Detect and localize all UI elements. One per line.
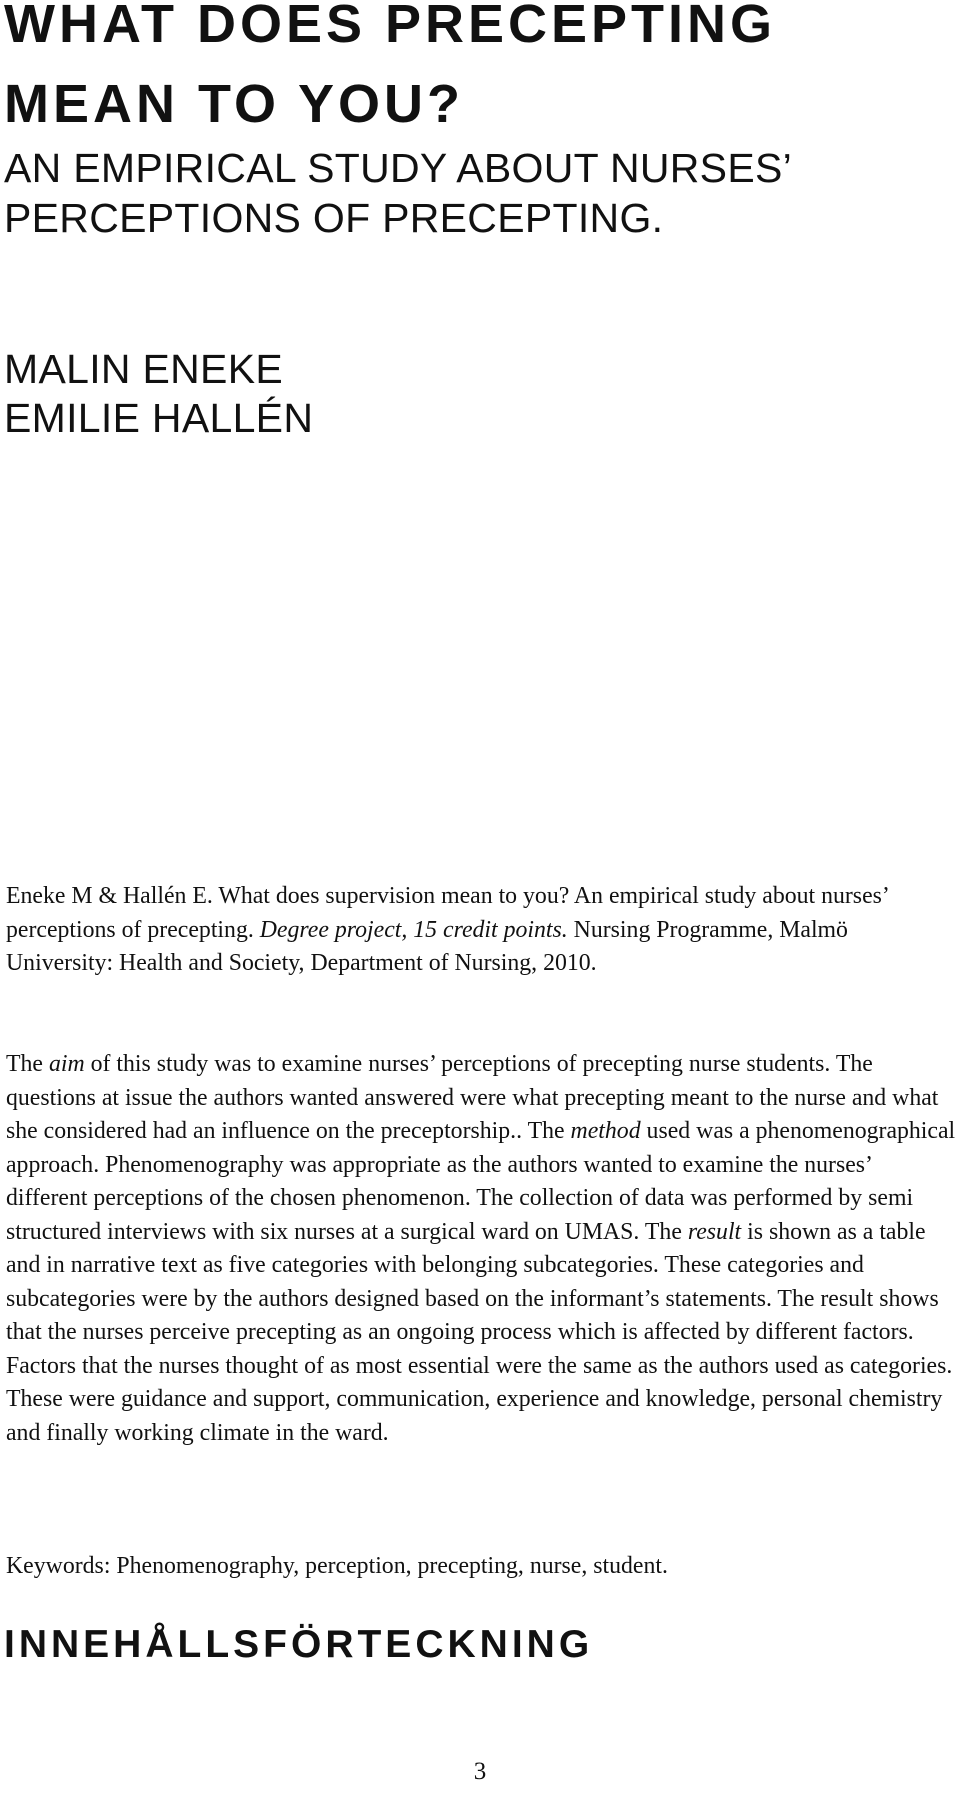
keywords: Keywords: Phenomenography, perception, precepting, nurse, student. xyxy=(6,1553,668,1579)
citation-italic: Degree project, 15 credit points. xyxy=(259,916,568,943)
page-number: 3 xyxy=(473,1758,487,1785)
subtitle-line-1: AN EMPIRICAL STUDY ABOUT NURSES’ xyxy=(4,145,793,191)
toc-heading: INNEHÅLLSFÖRTECKNING xyxy=(4,1623,594,1666)
abstract-result-term: result xyxy=(687,1218,742,1245)
abstract-part-4: is shown as a table and in narrative text as five categories with belonging subcategories. These categories and subcategories were by the authors designed based on the informant’s statements. The result shows that the nurses perceive precepting as an ongoing process which is affected by different factors. Factors that the nurses thought of as most essential were the same as the authors used as categories. These were guidance and support, communication, experience and knowledge, personal chemistry and finally working climate in the ward. xyxy=(6,1218,953,1446)
abstract xyxy=(6,1048,958,1450)
abstract-part-1: The xyxy=(6,1051,49,1077)
title-line-2: MEAN TO YOU? xyxy=(4,74,465,134)
author-2: EMILIE HALLÉN xyxy=(4,395,314,441)
citation-text-1: Eneke M & Hallén E. What does supervision mean to you? An empirical study about nurses’ perceptions of precepting. xyxy=(6,883,889,943)
abstract-part-3: used was a phenomenographical approach. Phenomenography was appropriate as the authors wanted to examine the nurses’ different perceptions of the chosen phenomenon. The collection of data was performed by semi structured interviews with six nurses at a surgical ward on UMAS. The xyxy=(6,1118,956,1245)
abstract-aim-term: aim xyxy=(48,1051,85,1077)
abstract-part-2: of this study was to examine nurses’ perceptions of precepting nurse students. The questions at issue the authors wanted answered were what precepting meant to the nurse and what she considered had an influence on the preceptorship.. The xyxy=(6,1051,939,1144)
abstract-method-term: method xyxy=(570,1118,641,1144)
citation xyxy=(6,880,958,981)
subtitle-line-2: PERCEPTIONS OF PRECEPTING. xyxy=(4,195,664,241)
author-1: MALIN ENEKE xyxy=(4,346,283,392)
title-line-1: WHAT DOES PRECEPTING xyxy=(4,0,777,54)
citation-text-2: Nursing Programme, Malmö University: Health and Society, Department of Nursing, 2010. xyxy=(6,916,848,976)
